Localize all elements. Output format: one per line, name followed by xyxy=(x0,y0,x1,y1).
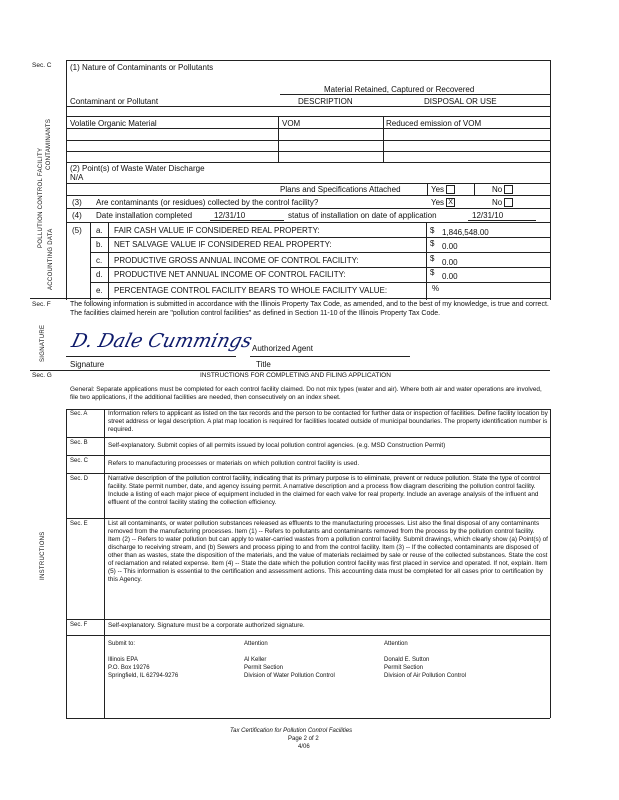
divider xyxy=(66,151,550,152)
divider xyxy=(66,635,550,636)
item4-status-label: status of installation on date of application xyxy=(288,211,437,220)
divider xyxy=(66,60,67,300)
item5-text: NET SALVAGE VALUE IF CONSIDERED REAL PROPERTY: xyxy=(114,240,332,249)
row-disposal: Reduced emission of VOM xyxy=(386,119,482,128)
plans-no-label: No xyxy=(492,185,503,194)
title-label: Title xyxy=(256,360,271,369)
divider xyxy=(66,437,550,438)
divider xyxy=(66,195,550,196)
authorized-agent: Authorized Agent xyxy=(252,344,313,353)
item3-yes-label: Yes xyxy=(431,198,445,207)
instruction-text: Self-explanatory. Signature must be a corporate authorized signature. xyxy=(108,622,305,629)
material-header: Material Retained, Captured or Recovered xyxy=(324,85,475,94)
instruction-sec: Sec. C xyxy=(70,458,89,464)
divider xyxy=(66,718,550,719)
divider xyxy=(66,619,550,620)
instruction-sec: Sec. E xyxy=(70,521,88,527)
item5-value[interactable]: 0.00 xyxy=(442,258,458,267)
address-line: P.O. Box 19276 xyxy=(108,665,150,671)
divider xyxy=(66,60,550,61)
underline xyxy=(468,220,536,221)
underline xyxy=(210,220,284,221)
sec-c-title: (1) Nature of Contaminants or Pollutants xyxy=(70,63,214,72)
signature-label: Signature xyxy=(70,360,105,369)
item3-no-label: No xyxy=(492,198,503,207)
instruction-text: Refers to manufacturing processes or materials on which pollution control facility is used. xyxy=(108,460,360,467)
sec-f-text: The following information is submitted in accordance with the Illinois Property Tax Code, as amended, and to the best of my knowledge, is true and correct. The facilities claimed herein are "pollution control facilities" as defined in Section 11-10 of the Illinois Property Tax Code. xyxy=(70,301,549,317)
item5-text: FAIR CASH VALUE IF CONSIDERED REAL PROPERTY: xyxy=(114,226,320,235)
plans-label: Plans and Specifications Attached xyxy=(280,185,401,194)
submit-label: Submit to: xyxy=(108,641,136,647)
instruction-sec: Sec. A xyxy=(70,411,88,417)
divider xyxy=(66,116,550,117)
item4-num: (4) xyxy=(72,211,82,220)
plans-yes-label: Yes xyxy=(431,185,445,194)
item4-status-date[interactable]: 12/31/10 xyxy=(472,211,504,220)
divider xyxy=(66,140,550,141)
item5-value[interactable]: 0.00 xyxy=(442,272,458,281)
sec-g-general: General: Separate applications must be completed for each control facility claimed. Do not mix types (water and air). Where both air and water operations are involved, file two applications, if the additional facilities are needed, then consecutively on an index sheet. xyxy=(70,386,542,401)
plans-no-checkbox[interactable] xyxy=(504,185,513,194)
divider xyxy=(90,237,550,238)
signature-image: D. Dale Cummings xyxy=(69,330,255,352)
side-label-pcf: POLLUTION CONTROL FACILITY xyxy=(38,147,44,248)
item5-currency: $ xyxy=(430,254,435,263)
side-label-contaminants: CONTAMINANTS xyxy=(46,118,52,170)
signature-line xyxy=(66,356,236,357)
divider xyxy=(427,183,428,195)
address-line: Division of Air Pollution Control xyxy=(384,673,467,679)
divider xyxy=(66,128,550,129)
divider xyxy=(108,222,109,300)
divider xyxy=(90,282,550,283)
item5-num: (5) xyxy=(72,226,82,235)
instruction-text: List all contaminants, or water pollution substances released as effluents to the manufacturing processes. List also the final disposal of any contaminants removed from the manufacturing processes. Item (1) -- Refers to pollutants and contaminants removed from the process by the pollution control facility. Item (2) -- Refers to water pollution but can apply to water-carried wastes from a pollution control facility. Submit drawings, which clearly show (a) Point(s) of discharge to receiving stream, and (b) Sewers and process piping to and from the control facility. Item (3) -- If the collected contaminants are disposed of other than as wastes, state the disposition of the materials, and the value of materials reclaimed by sale or reuse of the collected substances. State the cost of reclamation and related expense. Item (4) -- State the date which the pollution control facility was first placed in service and operated. If not, explain. Item (5) -- This information is essential to the certification and assessment actions. This accounting data must be completed for all cases prior to certification by this Agency. xyxy=(108,520,548,583)
item5-currency: $ xyxy=(430,268,435,277)
address-line: Permit Section xyxy=(384,665,424,671)
row-contaminant: Volatile Organic Material xyxy=(70,119,157,128)
divider xyxy=(550,409,551,718)
divider xyxy=(30,370,550,371)
address-line: Al Keller xyxy=(244,657,267,663)
address-line: Illinois EPA xyxy=(108,657,138,663)
row-description: VOM xyxy=(282,119,301,128)
col-description: DESCRIPTION xyxy=(298,97,353,106)
item5-currency: % xyxy=(432,284,440,293)
divider xyxy=(66,183,550,184)
sec-f-label: Sec. F xyxy=(32,301,51,308)
divider xyxy=(90,222,91,300)
item5-letter: a. xyxy=(96,226,103,235)
address-line: Springfield, IL 62794-9276 xyxy=(108,673,179,679)
item3-yes-checkbox[interactable]: X xyxy=(446,198,455,207)
divider xyxy=(426,222,427,300)
item3-yes[interactable] xyxy=(431,198,455,207)
item5-currency: $ xyxy=(430,226,435,235)
points-title: (2) Point(s) of Waste Water Discharge xyxy=(70,164,205,173)
footer-line-1: Tax Certification for Pollution Control Facilities xyxy=(230,728,353,734)
plans-yes-checkbox[interactable] xyxy=(446,185,455,194)
points-value: N/A xyxy=(70,173,84,182)
footer-line-2: Page 2 of 2 xyxy=(288,736,319,742)
sec-g-label: Sec. G xyxy=(32,372,52,379)
divider xyxy=(66,455,550,456)
item5-value[interactable]: 0.00 xyxy=(442,242,458,251)
item4-label: Date installation completed xyxy=(96,211,193,220)
item5-value[interactable]: 1,846,548.00 xyxy=(442,228,489,237)
item5-letter: c. xyxy=(96,256,103,265)
divider xyxy=(66,473,550,474)
divider xyxy=(66,106,550,107)
divider xyxy=(278,116,279,162)
attention-2: Attention xyxy=(384,641,408,647)
side-label-signature: SIGNATURE xyxy=(40,324,46,362)
divider xyxy=(66,162,550,163)
instruction-sec: Sec. D xyxy=(70,476,89,482)
item3-no-checkbox[interactable] xyxy=(504,198,513,207)
divider xyxy=(280,94,550,95)
divider xyxy=(90,267,550,268)
item5-text: PRODUCTIVE NET ANNUAL INCOME OF CONTROL FACILITY: xyxy=(114,270,346,279)
address-line: Division of Water Pollution Control xyxy=(244,673,335,679)
address-line: Donald E. Sutton xyxy=(384,657,430,663)
side-label-instructions: INSTRUCTIONS xyxy=(40,531,46,580)
instruction-sec: Sec. B xyxy=(70,440,88,446)
item5-text: PRODUCTIVE GROSS ANNUAL INCOME OF CONTROL FACILITY: xyxy=(114,256,359,265)
item5-currency: $ xyxy=(430,239,435,248)
sec-c-label: Sec. C xyxy=(32,62,52,69)
item5-text: PERCENTAGE CONTROL FACILITY BEARS TO WHOLE FACILITY VALUE: xyxy=(114,286,388,295)
divider xyxy=(474,183,475,195)
divider xyxy=(66,208,550,209)
divider xyxy=(550,60,551,300)
plans-no[interactable] xyxy=(492,185,513,194)
divider xyxy=(66,518,550,519)
item5-letter: b. xyxy=(96,240,103,249)
item5-letter: e. xyxy=(96,286,103,295)
side-label-accounting: ACCOUNTING DATA xyxy=(48,228,54,290)
divider xyxy=(30,298,550,299)
attention-1: Attention xyxy=(244,641,268,647)
address-line: Permit Section xyxy=(244,665,284,671)
item3-num: (3) xyxy=(72,198,82,207)
item3-text: Are contaminants (or residues) collected by the control facility? xyxy=(96,198,319,207)
instruction-text: Self-explanatory. Submit copies of all permits issued by local pollution control agencies. (e.g. MSD Construction Permit) xyxy=(108,442,446,449)
divider xyxy=(66,222,550,223)
divider xyxy=(90,252,550,253)
item5-letter: d. xyxy=(96,270,103,279)
col-disposal: DISPOSAL OR USE xyxy=(424,97,497,106)
divider xyxy=(383,116,384,162)
plans-yes[interactable] xyxy=(431,185,455,194)
col-contaminant: Contaminant or Pollutant xyxy=(70,97,159,106)
title-line xyxy=(250,356,410,357)
footer-line-3: 4/06 xyxy=(298,744,310,750)
item4-date[interactable]: 12/31/10 xyxy=(214,211,246,220)
instruction-text: Narrative description of the pollution control facility, indicating that its primary purpose is to eliminate, prevent or reduce pollution. State the type of control facility. State permit number, date, and agency issuing permit. A narrative description and a process flow diagram describing the pollution control facility. Include a listing of each major piece of equipment included in the claimed for each valve for real property. Include an average analysis of the influent and effluent of the control facility stating the collection efficiency. xyxy=(108,475,541,506)
instruction-text: Information refers to applicant as listed on the tax records and the person to be contacted for further data or inspection of facilities. Define facility location by street address or legal description. A plat map location is required for facilities located outside of municipal boundaries. The property identification number is required. xyxy=(108,410,548,433)
instruction-sec: Sec. F xyxy=(70,622,88,628)
sec-g-heading: INSTRUCTIONS FOR COMPLETING AND FILING APPLICATION xyxy=(200,372,391,379)
item3-no[interactable] xyxy=(492,198,513,207)
